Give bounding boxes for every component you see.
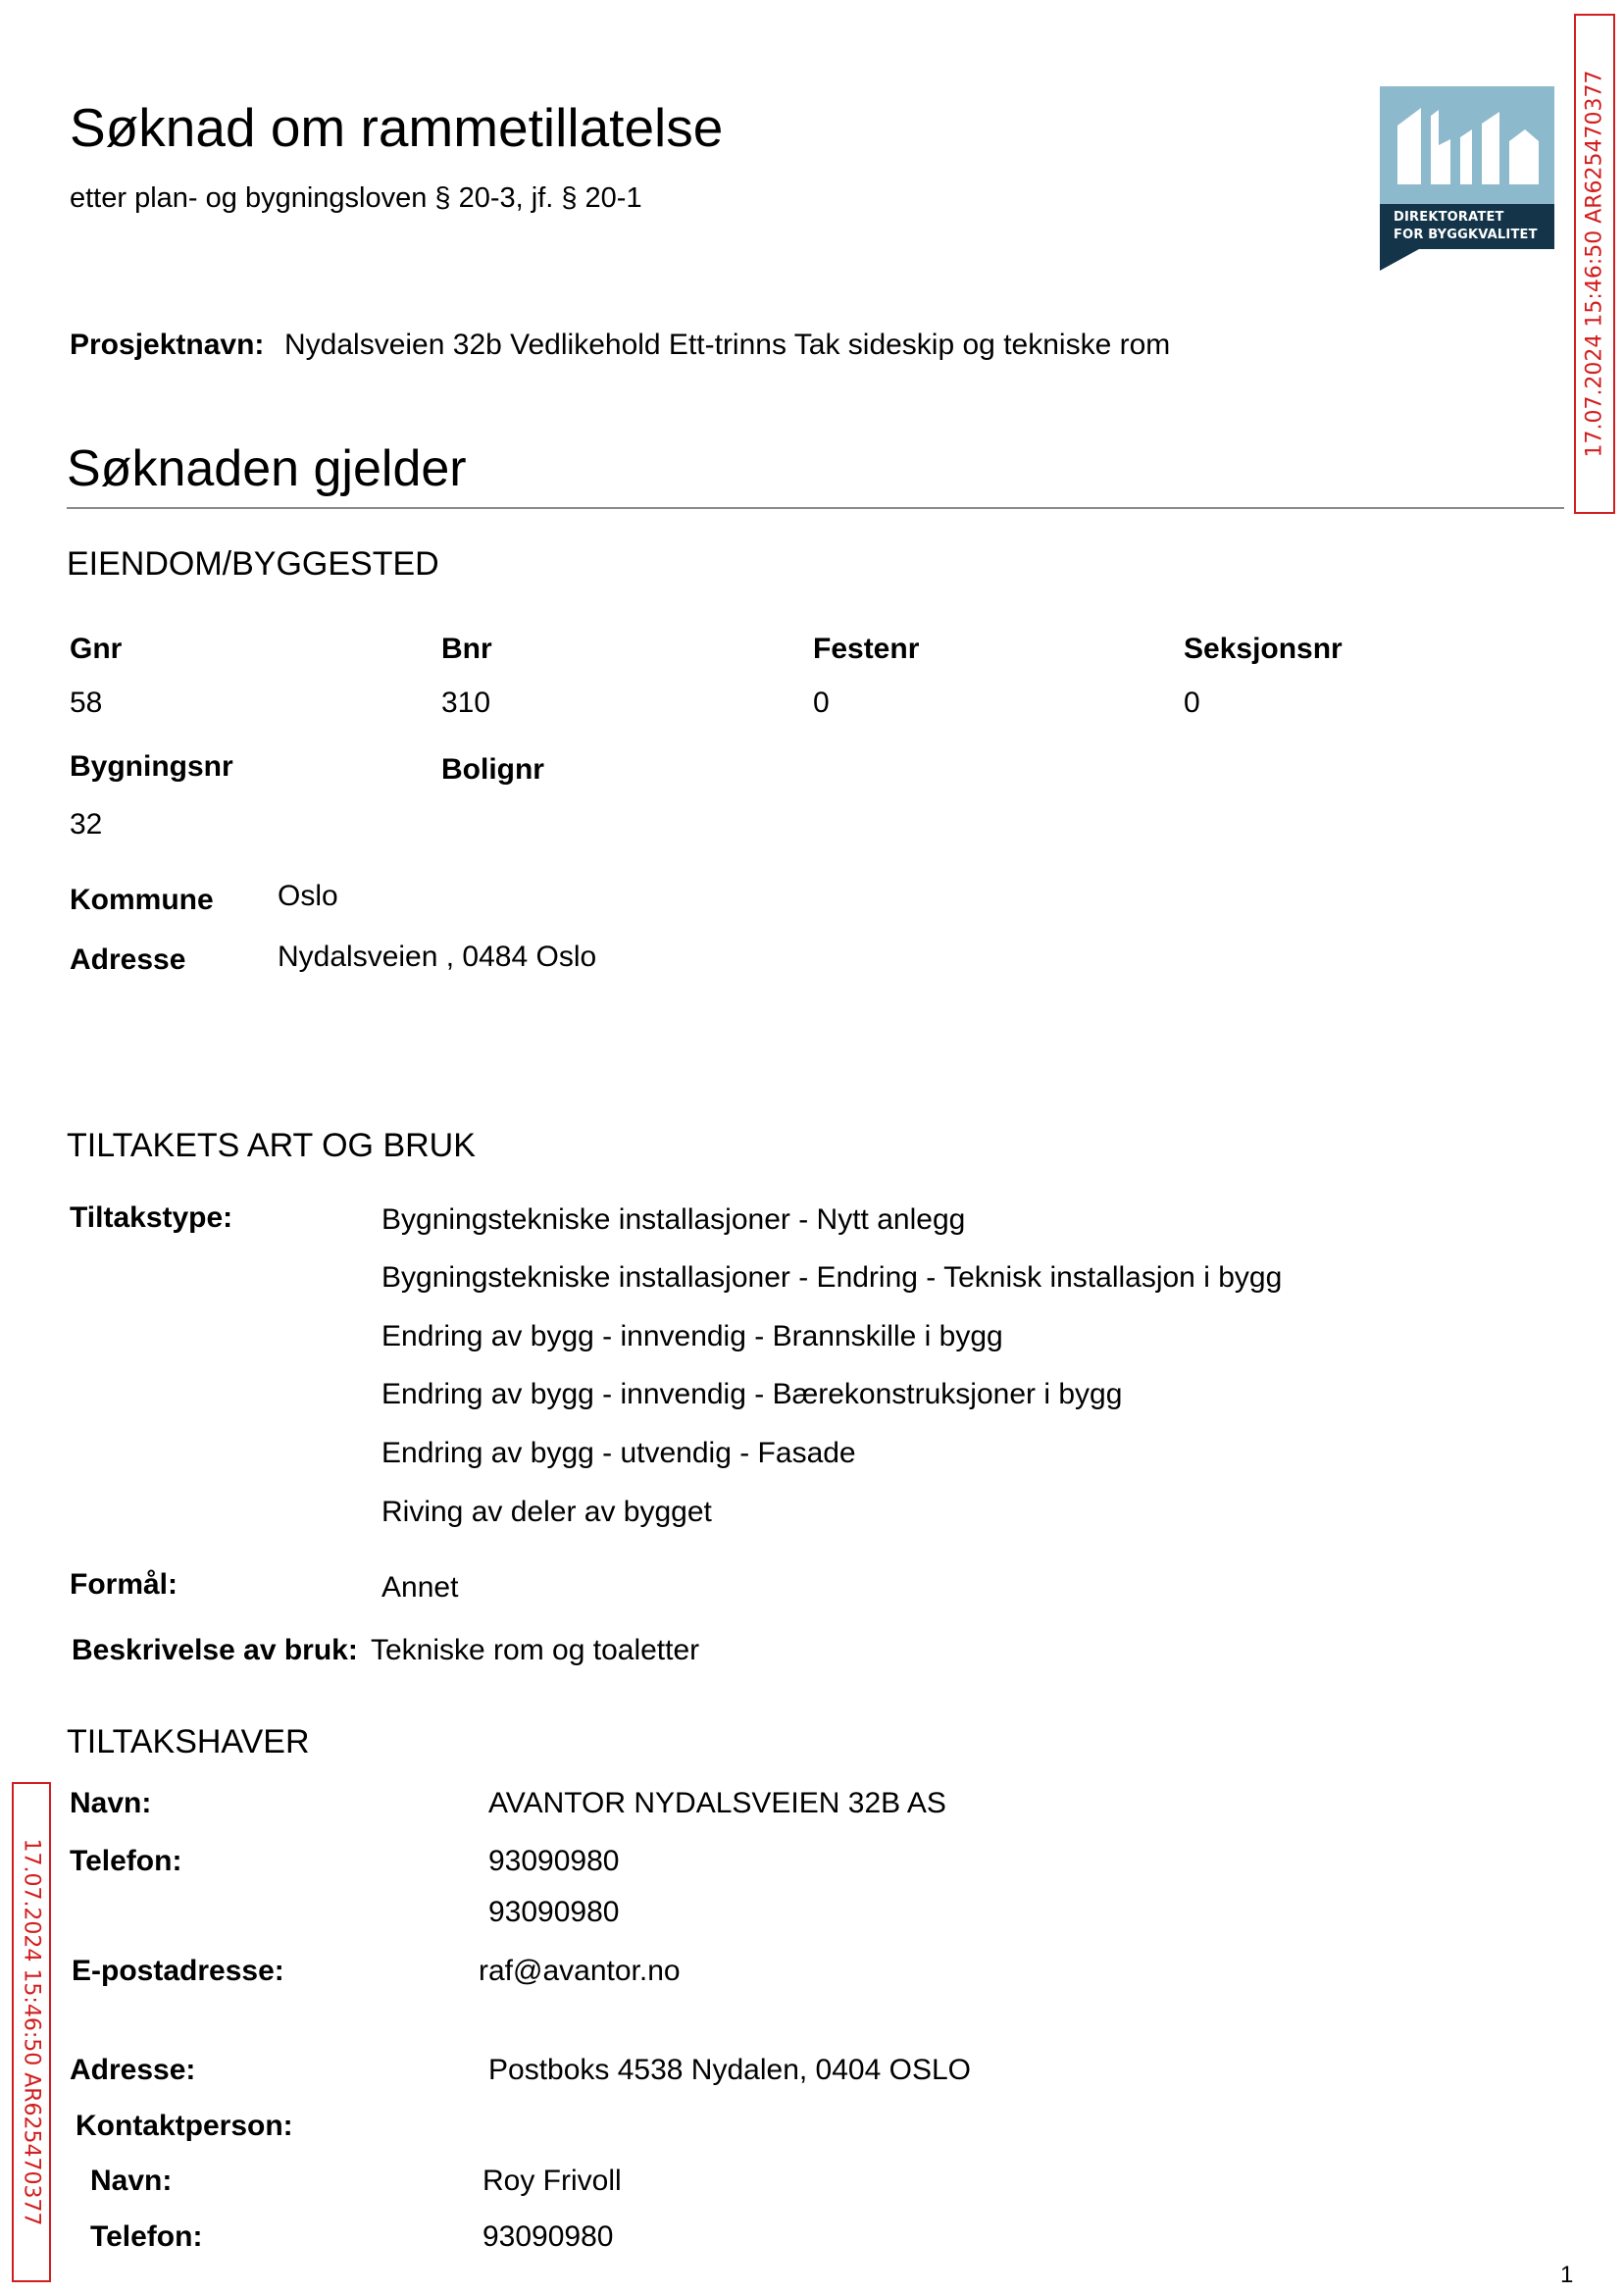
- stamp-text: 17.07.2024 15:46:50 AR625470377: [1582, 70, 1607, 458]
- owner-name-label: Navn:: [70, 1787, 152, 1819]
- logo-text-line1: DIREKTORATET: [1394, 210, 1504, 225]
- owner-name-value: AVANTOR NYDALSVEIEN 32B AS: [488, 1787, 946, 1819]
- measure-type-item: Bygningstekniske installasjoner - Endring - Teknisk installasjon i bygg: [381, 1261, 1283, 1294]
- owner-email-value: raf@avantor.no: [479, 1955, 681, 1987]
- usage-value: Tekniske rom og toaletter: [371, 1634, 700, 1666]
- bnr-value: 310: [441, 687, 491, 719]
- document-subtitle: etter plan- og bygningsloven § 20-3, jf. § 20-1: [70, 182, 642, 214]
- contact-phone-value: 93090980: [482, 2220, 614, 2253]
- kommune-label: Kommune: [70, 884, 214, 916]
- measure-type-item: Endring av bygg - innvendig - Brannskille i bygg: [381, 1320, 1003, 1352]
- dibk-logo: [1380, 86, 1554, 277]
- owner-phone-value-2: 93090980: [488, 1896, 620, 1928]
- bygningsnr-value: 32: [70, 808, 103, 841]
- kommune-value: Oslo: [278, 880, 338, 912]
- measure-type-item: Endring av bygg - innvendig - Bærekonstruksjoner i bygg: [381, 1378, 1123, 1410]
- purpose-value: Annet: [381, 1571, 459, 1604]
- measure-type-item: Endring av bygg - utvendig - Fasade: [381, 1437, 856, 1469]
- festenr-label: Festenr: [813, 633, 920, 665]
- owner-email-label: E-postadresse:: [72, 1955, 284, 1987]
- festenr-value: 0: [813, 687, 830, 719]
- stamp-text: 17.07.2024 15:46:50 AR625470377: [19, 1838, 44, 2226]
- bnr-label: Bnr: [441, 633, 492, 665]
- contact-name-value: Roy Frivoll: [482, 2165, 622, 2197]
- measure-type-item: Bygningstekniske installasjoner - Nytt anlegg: [381, 1203, 966, 1236]
- adresse-label: Adresse: [70, 943, 186, 976]
- contact-name-label: Navn:: [90, 2165, 173, 2197]
- property-heading: EIENDOM/BYGGESTED: [67, 545, 439, 583]
- stamp-top-right: [1574, 14, 1615, 514]
- bolignr-label: Bolignr: [441, 753, 544, 786]
- usage-label: Beskrivelse av bruk:: [72, 1634, 358, 1666]
- logo-buildings-icon: [1380, 86, 1554, 204]
- page-number: 1: [1560, 2262, 1574, 2288]
- document-title: Søknad om rammetillatelse: [70, 97, 724, 158]
- logo-text-band: [1380, 204, 1554, 249]
- section-heading-applies: Søknaden gjelder: [67, 440, 467, 497]
- owner-phone-label: Telefon:: [70, 1845, 182, 1877]
- seksjonsnr-label: Seksjonsnr: [1184, 633, 1343, 665]
- project-name-label: Prosjektnavn:: [70, 329, 265, 361]
- seksjonsnr-value: 0: [1184, 687, 1200, 719]
- project-name-value: Nydalsveien 32b Vedlikehold Ett-trinns Tak sideskip og tekniske rom: [284, 329, 1171, 361]
- contact-phone-label: Telefon:: [90, 2220, 203, 2253]
- gnr-label: Gnr: [70, 633, 123, 665]
- measure-type-label: Tiltakstype:: [70, 1201, 233, 1234]
- owner-address-value: Postboks 4538 Nydalen, 0404 OSLO: [488, 2054, 971, 2086]
- purpose-label: Formål:: [70, 1568, 178, 1601]
- stamp-bottom-left: [12, 1782, 51, 2282]
- contact-person-label: Kontaktperson:: [76, 2110, 293, 2142]
- measure-type-item: Riving av deler av bygget: [381, 1496, 712, 1528]
- gnr-value: 58: [70, 687, 103, 719]
- section-divider: [67, 507, 1564, 509]
- owner-heading: TILTAKSHAVER: [67, 1723, 310, 1760]
- bygningsnr-label: Bygningsnr: [70, 750, 233, 783]
- logo-graphic: [1380, 86, 1554, 204]
- owner-address-label: Adresse:: [70, 2054, 196, 2086]
- owner-phone-value: 93090980: [488, 1845, 620, 1877]
- measure-heading: TILTAKETS ART OG BRUK: [67, 1127, 476, 1164]
- adresse-value: Nydalsveien , 0484 Oslo: [278, 941, 597, 973]
- logo-text-line2: FOR BYGGKVALITET: [1394, 228, 1538, 242]
- logo-flag: [1380, 249, 1419, 271]
